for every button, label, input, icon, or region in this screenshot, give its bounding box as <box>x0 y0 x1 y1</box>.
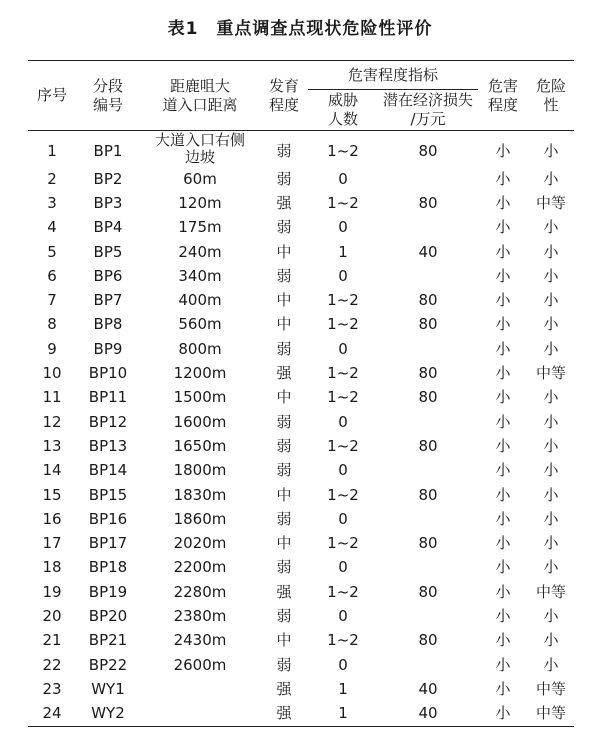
cell-harm-level: 小 <box>495 315 511 334</box>
cell-harm-level: 小 <box>495 534 511 553</box>
cell-risk: 中等 <box>536 364 567 383</box>
cell-risk: 小 <box>543 534 559 553</box>
cell-distance <box>140 702 260 727</box>
cell-harm-level: 小 <box>495 558 511 577</box>
cell-threat: 1~2 <box>327 388 359 407</box>
cell-harm-level: 小 <box>495 169 511 188</box>
cell-development: 弱 <box>276 461 292 480</box>
cell-development: 中 <box>276 242 292 261</box>
cell-harm-level: 小 <box>495 412 511 431</box>
cell-index: 7 <box>47 291 57 310</box>
cell-risk: 小 <box>543 412 559 431</box>
cell-risk: 小 <box>543 606 559 625</box>
cell-risk: 小 <box>543 631 559 650</box>
cell-loss <box>378 410 478 434</box>
cell-segment-id: WY1 <box>91 679 125 698</box>
cell-risk: 小 <box>543 169 559 188</box>
table-row <box>28 216 574 240</box>
cell-threat: 1~2 <box>327 315 359 334</box>
cell-harm-level: 小 <box>495 291 511 310</box>
cell-distance: 60m <box>183 169 217 188</box>
cell-distance: 2600m <box>173 655 227 674</box>
header-index: 序号 <box>36 86 67 104</box>
cell-segment-id: BP19 <box>88 582 128 601</box>
cell-distance: 1650m <box>173 436 227 455</box>
cell-harm-level: 小 <box>495 582 511 601</box>
cell-harm-level: 小 <box>495 606 511 625</box>
cell-segment-id: BP5 <box>93 242 123 261</box>
cell-harm-level: 小 <box>495 339 511 358</box>
table-row <box>28 604 574 628</box>
cell-threat: 1 <box>338 704 348 723</box>
cell-threat: 1 <box>338 242 348 261</box>
cell-threat: 0 <box>338 266 348 285</box>
cell-development: 中 <box>276 485 292 504</box>
cell-harm-level: 小 <box>495 509 511 528</box>
cell-index: 3 <box>47 193 57 212</box>
cell-segment-id: BP12 <box>88 412 128 431</box>
table-header <box>28 61 574 131</box>
header-threat: 威胁 人数 <box>327 91 358 128</box>
cell-segment-id: BP4 <box>93 218 123 237</box>
cell-loss <box>378 167 478 191</box>
table-row <box>28 191 574 215</box>
cell-segment-id: BP14 <box>88 461 128 480</box>
cell-segment-id: BP1 <box>93 141 123 160</box>
table-row <box>28 337 574 361</box>
cell-harm-level: 小 <box>495 704 511 723</box>
cell-threat: 0 <box>338 218 348 237</box>
cell-development: 中 <box>276 534 292 553</box>
cell-index: 6 <box>47 266 57 285</box>
table-row <box>28 264 574 288</box>
cell-loss: 40 <box>418 704 438 723</box>
cell-development: 弱 <box>276 558 292 577</box>
cell-harm-level: 小 <box>495 141 511 160</box>
cell-loss: 40 <box>418 242 438 261</box>
table-title: 表1 重点调查点现状危险性评价 <box>167 19 433 39</box>
table-row <box>28 653 574 677</box>
cell-harm-level: 小 <box>495 193 511 212</box>
cell-development: 弱 <box>276 266 292 285</box>
cell-segment-id: BP18 <box>88 558 128 577</box>
cell-distance: 1600m <box>173 412 227 431</box>
cell-distance: 1500m <box>173 388 227 407</box>
cell-development: 强 <box>276 193 292 212</box>
hazard-table <box>28 60 574 727</box>
table-body <box>28 131 574 727</box>
cell-index: 10 <box>42 364 62 383</box>
cell-segment-id: BP21 <box>88 631 128 650</box>
cell-harm-level: 小 <box>495 679 511 698</box>
cell-development: 弱 <box>276 218 292 237</box>
table-row <box>28 313 574 337</box>
header-development: 发育 程度 <box>268 76 299 114</box>
cell-index: 4 <box>47 218 57 237</box>
cell-segment-id: BP16 <box>88 509 128 528</box>
cell-loss <box>378 556 478 580</box>
cell-distance: 1860m <box>173 509 227 528</box>
table-row <box>28 629 574 653</box>
cell-distance: 1200m <box>173 364 227 383</box>
cell-segment-id: BP17 <box>88 534 128 553</box>
cell-threat: 1~2 <box>327 291 359 310</box>
cell-risk: 小 <box>543 436 559 455</box>
cell-development: 中 <box>276 631 292 650</box>
header-distance: 距鹿咀大 道入口距离 <box>162 76 238 114</box>
cell-index: 1 <box>47 141 57 160</box>
cell-harm-level: 小 <box>495 631 511 650</box>
cell-harm-level: 小 <box>495 242 511 261</box>
cell-risk: 小 <box>543 558 559 577</box>
cell-loss: 80 <box>418 141 438 160</box>
cell-segment-id: BP9 <box>93 339 123 358</box>
header-segment: 分段 编号 <box>92 76 123 114</box>
cell-development: 中 <box>276 291 292 310</box>
cell-loss: 80 <box>418 631 438 650</box>
cell-loss: 80 <box>418 364 438 383</box>
cell-development: 弱 <box>276 169 292 188</box>
cell-index: 12 <box>42 412 62 431</box>
header-risk: 危险 性 <box>536 76 567 114</box>
table-row <box>28 702 574 727</box>
cell-loss <box>378 264 478 288</box>
cell-development: 强 <box>276 582 292 601</box>
cell-harm-level: 小 <box>495 485 511 504</box>
cell-threat: 1 <box>338 679 348 698</box>
cell-development: 强 <box>276 679 292 698</box>
cell-loss: 80 <box>418 388 438 407</box>
cell-risk: 小 <box>543 315 559 334</box>
cell-risk: 小 <box>543 655 559 674</box>
cell-threat: 0 <box>338 606 348 625</box>
cell-loss: 80 <box>418 291 438 310</box>
cell-segment-id: BP11 <box>88 388 128 407</box>
cell-threat: 1~2 <box>327 534 359 553</box>
table-row <box>28 361 574 385</box>
cell-segment-id: BP7 <box>93 291 123 310</box>
cell-harm-level: 小 <box>495 388 511 407</box>
cell-distance: 120m <box>178 193 222 212</box>
cell-segment-id: BP20 <box>88 606 128 625</box>
cell-index: 17 <box>42 534 62 553</box>
cell-loss: 40 <box>418 679 438 698</box>
cell-index: 5 <box>47 242 57 261</box>
cell-segment-id: BP6 <box>93 266 123 285</box>
cell-index: 16 <box>42 509 62 528</box>
cell-index: 18 <box>42 558 62 577</box>
cell-risk: 小 <box>543 266 559 285</box>
cell-threat: 1~2 <box>327 364 359 383</box>
cell-distance <box>140 677 260 701</box>
cell-development: 弱 <box>276 606 292 625</box>
cell-loss <box>378 507 478 531</box>
cell-threat: 0 <box>338 169 348 188</box>
cell-threat: 0 <box>338 655 348 674</box>
table-row <box>28 386 574 410</box>
cell-development: 弱 <box>276 339 292 358</box>
cell-loss: 80 <box>418 485 438 504</box>
cell-development: 强 <box>276 704 292 723</box>
cell-risk: 小 <box>543 485 559 504</box>
cell-index: 11 <box>42 388 62 407</box>
cell-development: 中 <box>276 388 292 407</box>
table-row <box>28 507 574 531</box>
cell-loss <box>378 604 478 628</box>
cell-index: 8 <box>47 315 57 334</box>
cell-segment-id: BP8 <box>93 315 123 334</box>
cell-distance: 2200m <box>173 558 227 577</box>
cell-loss <box>378 459 478 483</box>
cell-threat: 1~2 <box>327 141 359 160</box>
cell-segment-id: BP13 <box>88 436 128 455</box>
cell-risk: 小 <box>543 339 559 358</box>
cell-threat: 0 <box>338 509 348 528</box>
table-row <box>28 410 574 434</box>
cell-distance: 560m <box>178 315 222 334</box>
cell-risk: 小 <box>543 461 559 480</box>
table-row <box>28 580 574 604</box>
cell-harm-level: 小 <box>495 266 511 285</box>
header-harm-level: 危害 程度 <box>488 76 519 114</box>
cell-loss: 80 <box>418 534 438 553</box>
cell-index: 22 <box>42 655 62 674</box>
header-indicator-group: 危害程度指标 <box>308 61 478 90</box>
table-row <box>28 459 574 483</box>
cell-index: 21 <box>42 631 62 650</box>
cell-index: 19 <box>42 582 62 601</box>
cell-index: 24 <box>42 704 62 723</box>
table-row <box>28 240 574 264</box>
cell-threat: 1~2 <box>327 485 359 504</box>
cell-development: 强 <box>276 364 292 383</box>
cell-threat: 0 <box>338 461 348 480</box>
cell-development: 弱 <box>276 655 292 674</box>
cell-harm-level: 小 <box>495 655 511 674</box>
cell-segment-id: BP10 <box>88 364 128 383</box>
cell-index: 20 <box>42 606 62 625</box>
cell-threat: 0 <box>338 412 348 431</box>
cell-threat: 1~2 <box>327 193 359 212</box>
cell-development: 弱 <box>276 141 292 160</box>
cell-threat: 0 <box>338 339 348 358</box>
cell-risk: 小 <box>543 242 559 261</box>
cell-risk: 小 <box>543 218 559 237</box>
table-row <box>28 677 574 701</box>
cell-index: 23 <box>42 679 62 698</box>
cell-risk: 中等 <box>536 582 567 601</box>
cell-distance: 1800m <box>173 461 227 480</box>
cell-development: 弱 <box>276 436 292 455</box>
cell-risk: 中等 <box>536 679 567 698</box>
table-row <box>28 556 574 580</box>
cell-loss <box>378 653 478 677</box>
table-row <box>28 531 574 555</box>
cell-loss: 80 <box>418 436 438 455</box>
cell-loss: 80 <box>418 315 438 334</box>
cell-risk: 中等 <box>536 193 567 212</box>
cell-index: 2 <box>47 169 57 188</box>
cell-risk: 小 <box>543 388 559 407</box>
cell-segment-id: BP22 <box>88 655 128 674</box>
cell-risk: 中等 <box>536 704 567 723</box>
cell-harm-level: 小 <box>495 218 511 237</box>
cell-development: 中 <box>276 315 292 334</box>
cell-distance: 400m <box>178 291 222 310</box>
cell-segment-id: BP3 <box>93 193 123 212</box>
cell-threat: 0 <box>338 558 348 577</box>
cell-harm-level: 小 <box>495 436 511 455</box>
cell-distance: 175m <box>178 218 222 237</box>
header-loss: 潜在经济损失 /万元 <box>383 91 474 128</box>
cell-harm-level: 小 <box>495 364 511 383</box>
table-row <box>28 434 574 458</box>
table-row <box>28 288 574 312</box>
cell-distance: 2430m <box>173 631 227 650</box>
table-row <box>28 483 574 507</box>
cell-index: 13 <box>42 436 62 455</box>
table-row <box>28 167 574 191</box>
cell-segment-id: BP15 <box>88 485 128 504</box>
cell-distance: 2280m <box>173 582 227 601</box>
cell-distance: 1830m <box>173 485 227 504</box>
cell-index: 9 <box>47 339 57 358</box>
table-row <box>28 131 574 168</box>
cell-development: 弱 <box>276 509 292 528</box>
cell-segment-id: BP2 <box>93 169 123 188</box>
cell-risk: 小 <box>543 509 559 528</box>
cell-threat: 1~2 <box>327 631 359 650</box>
cell-distance: 240m <box>178 242 222 261</box>
cell-threat: 1~2 <box>327 582 359 601</box>
cell-segment-id: WY2 <box>91 704 125 723</box>
cell-distance: 2380m <box>173 606 227 625</box>
cell-threat: 1~2 <box>327 436 359 455</box>
cell-distance: 大道入口右侧边坡 <box>154 131 245 166</box>
cell-loss: 80 <box>418 582 438 601</box>
cell-distance: 340m <box>178 266 222 285</box>
cell-risk: 小 <box>543 291 559 310</box>
cell-distance: 800m <box>178 339 222 358</box>
cell-development: 弱 <box>276 412 292 431</box>
cell-index: 15 <box>42 485 62 504</box>
cell-loss <box>378 216 478 240</box>
cell-loss <box>378 337 478 361</box>
cell-harm-level: 小 <box>495 461 511 480</box>
cell-index: 14 <box>42 461 62 480</box>
cell-risk: 小 <box>543 141 559 160</box>
cell-loss: 80 <box>418 193 438 212</box>
cell-distance: 2020m <box>173 534 227 553</box>
